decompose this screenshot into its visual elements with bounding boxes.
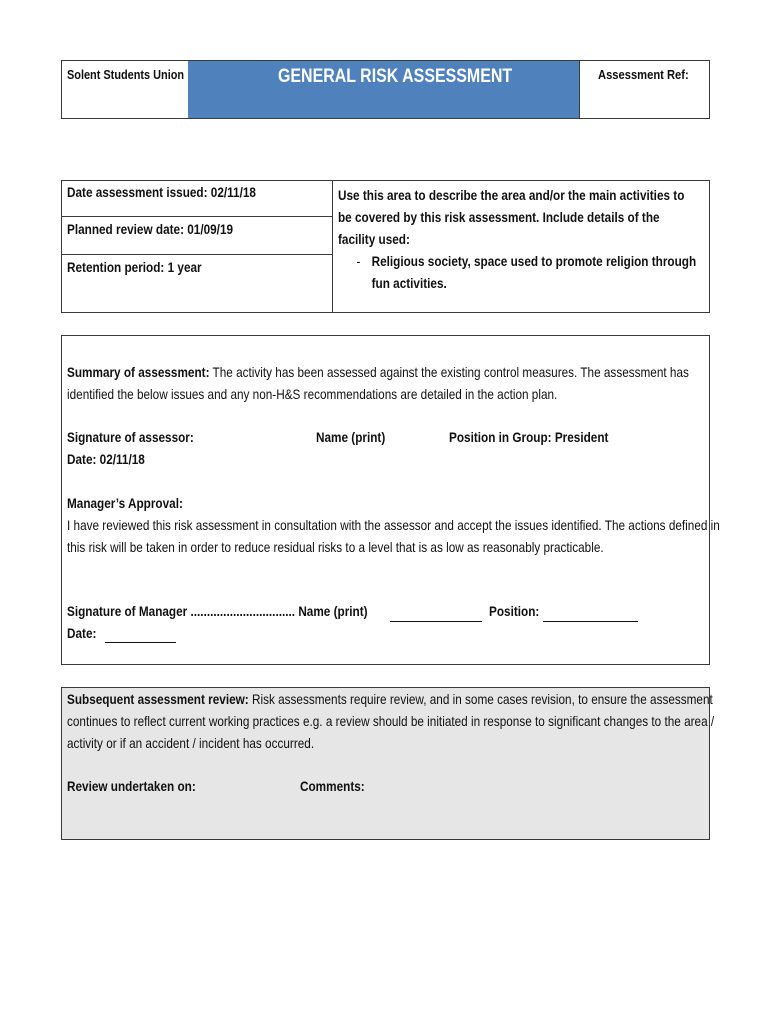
area-description bbox=[338, 184, 708, 294]
manager-date-label: Date: bbox=[67, 625, 97, 641]
bullet-marker: - bbox=[356, 253, 361, 269]
name-print-blank bbox=[390, 621, 482, 622]
assessment-ref-label: Assessment Ref: bbox=[598, 67, 689, 82]
info-table bbox=[61, 180, 710, 313]
position-blank bbox=[543, 621, 638, 622]
summary-text: The activity has been assessed against the existing control measures. The assessment has bbox=[209, 364, 689, 380]
planned-review-date: Planned review date: 01/09/19 bbox=[67, 221, 234, 237]
facility-line: Religious society, space used to promote religion through bbox=[371, 253, 697, 269]
review-text-3: activity or if an accident / incident has occurred. bbox=[67, 735, 315, 751]
manager-position-label: Position: bbox=[489, 603, 540, 619]
date-issued: Date assessment issued: 02/11/18 bbox=[67, 184, 256, 200]
describe-line: be covered by this risk assessment. Include details of the bbox=[338, 209, 660, 225]
manager-approval-text: this risk will be taken in order to reduce residual risks to a level that is as low as reasonably practicable. bbox=[67, 539, 604, 555]
planned-review-row bbox=[62, 217, 332, 255]
name-print-label: Name (print) bbox=[316, 429, 386, 445]
summary-text-2: identified the below issues and any non-H&S recommendations are detailed in the action plan. bbox=[67, 386, 558, 402]
document-title: GENERAL RISK ASSESSMENT bbox=[278, 66, 513, 87]
review-undertaken-label: Review undertaken on: bbox=[67, 778, 196, 794]
review-text-2: continues to reflect current working practices e.g. a review should be initiated in response to significant changes to the area / bbox=[67, 713, 715, 729]
summary-section bbox=[61, 335, 720, 665]
date-blank bbox=[105, 642, 176, 643]
review-section bbox=[61, 687, 715, 840]
retention-period: Retention period: 1 year bbox=[67, 259, 202, 275]
manager-approval-text: I have reviewed this risk assessment in consultation with the assessor and accept the issues identified. The actions defined in bbox=[67, 517, 720, 533]
comments-label: Comments: bbox=[300, 778, 365, 794]
header-table bbox=[61, 60, 710, 119]
date-issued-row bbox=[62, 181, 332, 217]
review-label: Subsequent assessment review: bbox=[67, 691, 249, 707]
facility-line: fun activities. bbox=[371, 275, 447, 291]
describe-line: facility used: bbox=[338, 231, 410, 247]
summary-line bbox=[67, 361, 689, 383]
org-cell bbox=[62, 61, 189, 118]
manager-approval-label: Manager’s Approval: bbox=[67, 495, 183, 511]
position-in-group: Position in Group: President bbox=[449, 429, 609, 445]
summary-label: Summary of assessment: bbox=[67, 364, 210, 380]
dates-column bbox=[62, 181, 333, 312]
retention-row bbox=[62, 255, 332, 312]
assessor-signature-label: Signature of assessor: bbox=[67, 429, 194, 445]
manager-signature-label: Signature of Manager ................................ Name (print) bbox=[67, 603, 368, 619]
title-cell bbox=[188, 61, 580, 118]
facility-bullet bbox=[338, 250, 697, 272]
ref-cell bbox=[580, 61, 709, 118]
org-name: Solent Students Union bbox=[67, 67, 185, 82]
describe-line: Use this area to describe the area and/or the main activities to bbox=[338, 187, 685, 203]
review-text: Risk assessments require review, and in some cases revision, to ensure the assessment bbox=[248, 691, 713, 707]
review-line bbox=[67, 688, 713, 710]
assessment-date: Date: 02/11/18 bbox=[67, 451, 145, 467]
